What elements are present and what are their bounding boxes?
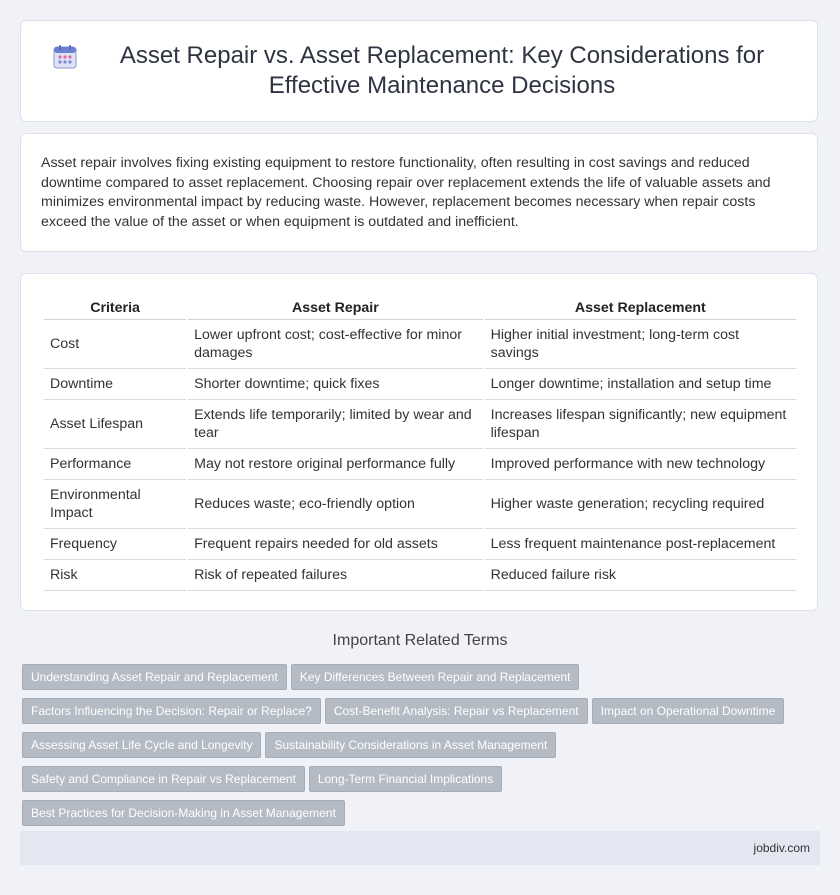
table-row [44,449,796,480]
table-row [44,560,796,591]
related-term-tag[interactable]: Safety and Compliance in Repair vs Replacement [22,766,305,792]
row-criteria: Cost [44,320,186,369]
row-repair: Reduces waste; eco-friendly option [188,480,483,529]
table-row [44,369,796,400]
header-criteria: Criteria [44,292,186,320]
related-terms-title: Important Related Terms [332,632,508,649]
table-header-row [44,292,796,320]
row-replacement: Higher waste generation; recycling required [485,480,796,529]
related-term-tag[interactable]: Best Practices for Decision-Making in Asset Management [22,800,345,826]
row-replacement: Less frequent maintenance post-replacement [485,529,796,560]
row-repair: Extends life temporarily; limited by wear and tear [188,400,483,449]
related-term-tag[interactable]: Cost-Benefit Analysis: Repair vs Replacement [325,698,588,724]
row-replacement: Longer downtime; installation and setup time [485,369,796,400]
header-asset-repair: Asset Repair [188,292,483,320]
footer-site-link[interactable]: jobdiv.com [753,841,810,855]
row-repair: Risk of repeated failures [188,560,483,591]
page-title: Asset Repair vs. Asset Replacement: Key Considerations for Effective Maintenance Decisions [119,42,765,99]
related-term-tag[interactable]: Impact on Operational Downtime [592,698,785,724]
comparison-card [20,273,818,611]
related-term-tag[interactable]: Long-Term Financial Implications [309,766,502,792]
row-replacement: Reduced failure risk [485,560,796,591]
related-terms-list [22,664,822,834]
table-row [44,480,796,529]
intro-paragraph: Asset repair involves fixing existing equipment to restore functionality, often resulting in cost savings and reduced downtime compared to asset replacement. Choosing repair over replacement extends the life of valuable assets and minimizes environmental impact by reducing waste. However, replacement becomes necessary when repair costs exceed the value of the asset or when equipment is outdated and inefficient. [41,155,771,230]
row-criteria: Asset Lifespan [44,400,186,449]
row-criteria: Risk [44,560,186,591]
row-repair: Lower upfront cost; cost-effective for minor damages [188,320,483,369]
row-criteria: Performance [44,449,186,480]
header-asset-replacement: Asset Replacement [485,292,796,320]
title-wrap [51,41,787,101]
related-term-tag[interactable]: Factors Influencing the Decision: Repair or Replace? [22,698,321,724]
row-replacement: Increases lifespan significantly; new equipment lifespan [485,400,796,449]
row-repair: May not restore original performance fully [188,449,483,480]
row-replacement: Improved performance with new technology [485,449,796,480]
row-criteria: Environmental Impact [44,480,186,529]
title-card [20,20,818,122]
calendar-icon [51,43,79,71]
row-repair: Frequent repairs needed for old assets [188,529,483,560]
row-criteria: Frequency [44,529,186,560]
intro-card [20,133,818,252]
table-row [44,529,796,560]
table-row [44,400,796,449]
row-replacement: Higher initial investment; long-term cost savings [485,320,796,369]
related-term-tag[interactable]: Key Differences Between Repair and Replacement [291,664,580,690]
row-criteria: Downtime [44,369,186,400]
related-term-tag[interactable]: Sustainability Considerations in Asset Management [265,732,556,758]
footer [20,831,820,865]
related-term-tag[interactable]: Understanding Asset Repair and Replacement [22,664,287,690]
row-repair: Shorter downtime; quick fixes [188,369,483,400]
related-term-tag[interactable]: Assessing Asset Life Cycle and Longevity [22,732,261,758]
table-row [44,320,796,369]
comparison-table [42,292,798,591]
